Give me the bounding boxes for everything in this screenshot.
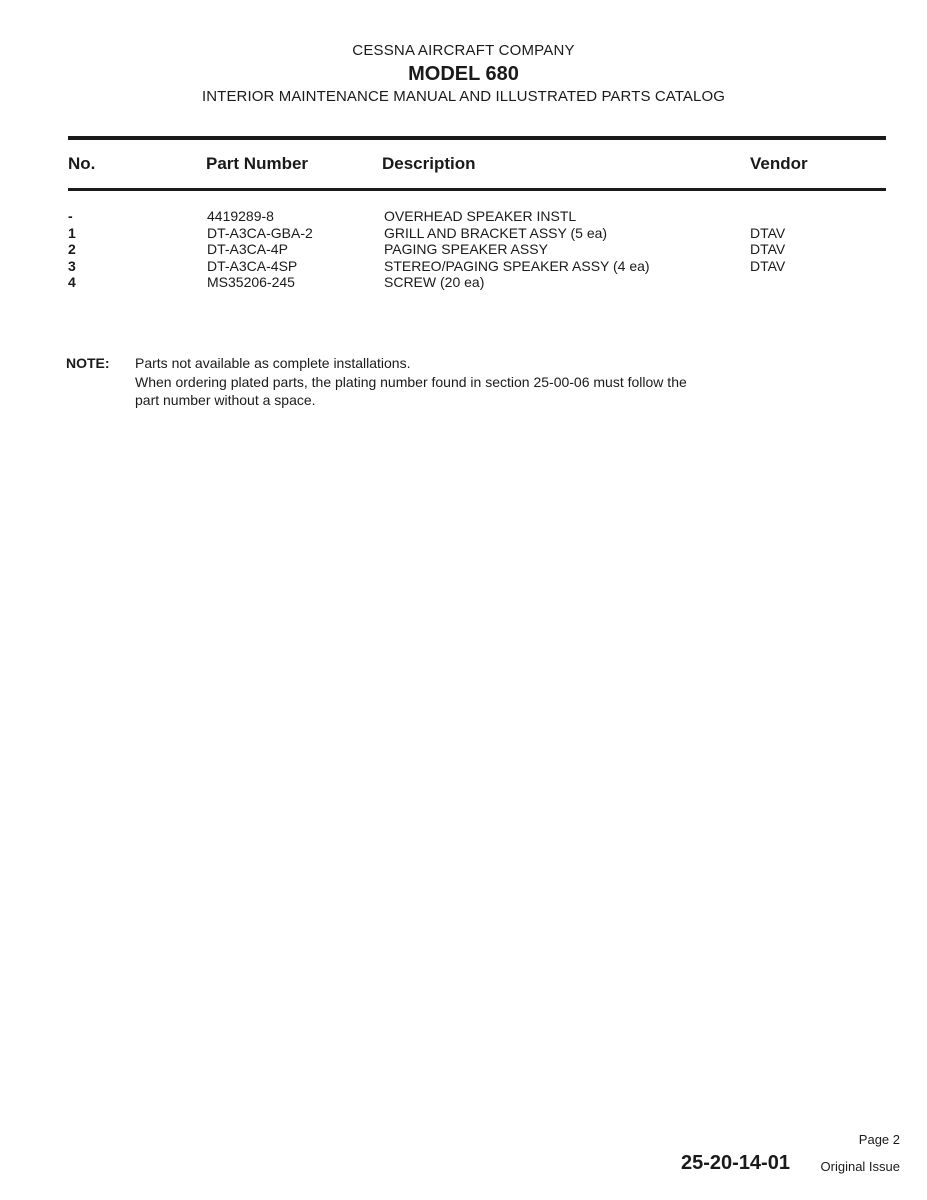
column-header-vendor: Vendor: [750, 154, 808, 173]
note-text: [135, 354, 755, 410]
column-header-description: Description: [382, 154, 476, 173]
cell-vendor: DTAV: [750, 224, 786, 241]
cell-description: STEREO/PAGING SPEAKER ASSY (4 ea): [384, 257, 650, 274]
cell-description: OVERHEAD SPEAKER INSTL: [384, 208, 577, 224]
cell-description: GRILL AND BRACKET ASSY (5 ea): [384, 224, 608, 241]
page-number: Page 2: [858, 1132, 900, 1147]
company-name: CESSNA AIRCRAFT COMPANY: [352, 42, 575, 59]
cell-description: SCREW (20 ea): [384, 274, 485, 291]
table-top-rule: [68, 136, 886, 140]
cell-vendor: DTAV: [750, 241, 786, 258]
cell-no: 4: [68, 274, 76, 291]
column-header-part-number: Part Number: [206, 154, 309, 173]
parts-table: [0, 208, 927, 291]
note-label: NOTE:: [66, 355, 110, 371]
note-line: part number without a space.: [135, 392, 316, 408]
table-row: [0, 241, 927, 258]
cell-no: 1: [68, 224, 76, 241]
table-row: [0, 258, 927, 275]
cell-no: 2: [68, 241, 76, 258]
cell-part-number: DT-A3CA-4SP: [207, 257, 298, 274]
issue-label: Original Issue: [820, 1159, 900, 1174]
cell-part-number: 4419289-8: [207, 208, 274, 224]
column-header-no: No.: [68, 154, 96, 173]
table-header-rule: [68, 188, 886, 191]
cell-part-number: MS35206-245: [207, 274, 295, 291]
cell-no: 3: [68, 257, 76, 274]
table-row: [0, 225, 927, 242]
cell-part-number: DT-A3CA-4P: [207, 241, 288, 258]
cell-vendor: DTAV: [750, 257, 786, 274]
table-row: [0, 208, 927, 225]
cell-part-number: DT-A3CA-GBA-2: [207, 224, 313, 241]
document-number: 25-20-14-01: [681, 1152, 790, 1174]
note-line: When ordering plated parts, the plating number found in section 25-00-06 must follow the: [135, 373, 687, 390]
cell-no: -: [68, 208, 73, 224]
note-line: Parts not available as complete installations.: [135, 355, 411, 371]
cell-description: PAGING SPEAKER ASSY: [384, 241, 548, 258]
model-title: MODEL 680: [408, 63, 519, 85]
manual-title: INTERIOR MAINTENANCE MANUAL AND ILLUSTRATED PARTS CATALOG: [201, 88, 725, 105]
table-row: [0, 274, 927, 291]
